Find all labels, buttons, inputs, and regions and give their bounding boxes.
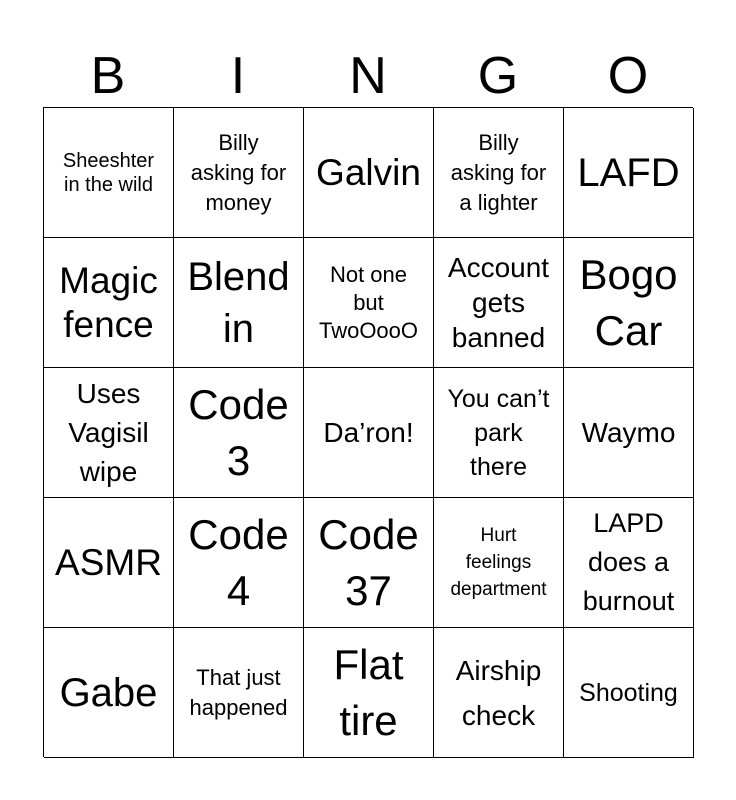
bingo-cell[interactable] [434, 238, 564, 368]
cell-text: Gabe [59, 670, 158, 715]
bingo-cell[interactable] [304, 238, 434, 368]
cell-text: Shooting [579, 678, 678, 707]
bingo-cell[interactable] [564, 368, 694, 498]
cell-text: You can’t park there [447, 384, 550, 481]
bingo-cell[interactable] [174, 368, 304, 498]
cell-text: Da’ron! [323, 417, 414, 448]
cell-text: Uses Vagisil wipe [68, 378, 149, 487]
cell-text: That just happened [189, 664, 288, 720]
bingo-cell[interactable] [304, 498, 434, 628]
cell-text: Bogo Car [579, 250, 678, 354]
cell-text: Billy asking for money [190, 129, 287, 215]
cell-text: Airship check [455, 654, 542, 731]
bingo-cell[interactable] [174, 628, 304, 758]
cell-text: Code 37 [318, 510, 419, 614]
bingo-cell[interactable] [434, 368, 564, 498]
bingo-cell[interactable] [304, 368, 434, 498]
cell-text: Flat tire [333, 640, 404, 744]
bingo-cell[interactable] [564, 628, 694, 758]
bingo-cell[interactable] [44, 628, 174, 758]
cell-text: Sheeshter in the wild [62, 149, 155, 196]
cell-text: ASMR [55, 541, 162, 583]
cell-text: Code 3 [188, 380, 289, 484]
bingo-cell[interactable] [174, 498, 304, 628]
header-letter-o: O [607, 47, 649, 105]
header-letter-b: B [90, 47, 126, 105]
bingo-cell[interactable] [304, 108, 434, 238]
cell-text: Blend in [187, 254, 290, 351]
bingo-cell[interactable] [44, 498, 174, 628]
bingo-cell[interactable] [44, 238, 174, 368]
bingo-grid [43, 107, 693, 757]
bingo-cell[interactable] [434, 498, 564, 628]
cell-text: Code 4 [188, 510, 289, 614]
cell-text: Account gets banned [447, 252, 550, 353]
bingo-cell[interactable] [564, 238, 694, 368]
bingo-cell[interactable] [564, 498, 694, 628]
header-letter-i: I [230, 47, 246, 105]
cell-text: Hurt feelings department [450, 525, 547, 600]
header-letter-g: G [477, 47, 519, 105]
bingo-cell[interactable] [44, 368, 174, 498]
cell-text: Not one but TwoOooO [318, 261, 419, 343]
bingo-cell[interactable] [434, 108, 564, 238]
bingo-cell[interactable] [174, 238, 304, 368]
bingo-cell[interactable] [174, 108, 304, 238]
bingo-cell[interactable] [434, 628, 564, 758]
bingo-header [43, 46, 693, 106]
bingo-cell[interactable] [304, 628, 434, 758]
cell-text: Galvin [316, 151, 421, 193]
cell-text: LAPD does a burnout [582, 508, 675, 616]
cell-text: LAFD [577, 150, 680, 195]
bingo-cell[interactable] [564, 108, 694, 238]
bingo-cell[interactable] [44, 108, 174, 238]
header-letter-n: N [349, 47, 387, 105]
cell-text: Waymo [581, 417, 676, 448]
cell-text: Billy asking for a lighter [450, 129, 547, 215]
cell-text: Magic fence [59, 259, 158, 345]
